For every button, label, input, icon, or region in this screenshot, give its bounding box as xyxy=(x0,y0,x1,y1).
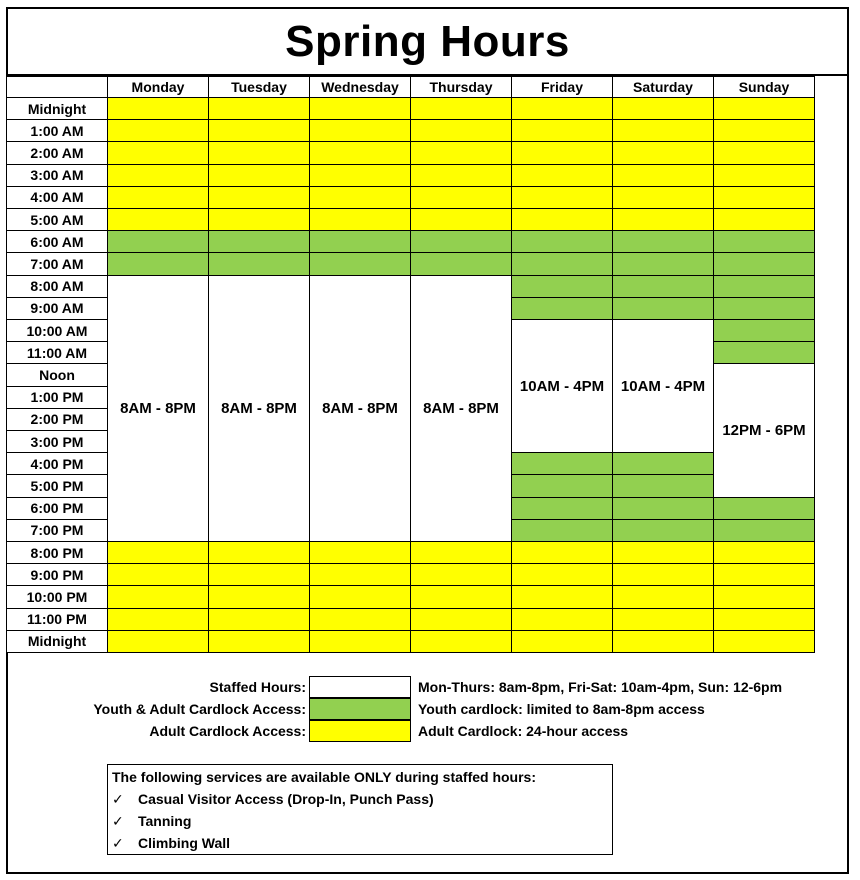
youth-cardlock-cell xyxy=(511,252,613,275)
youth-cardlock-cell xyxy=(309,252,411,275)
youth-cardlock-cell xyxy=(612,230,714,253)
time-label: 10:00 AM xyxy=(6,319,108,342)
adult-cardlock-cell xyxy=(410,119,512,142)
time-label: 6:00 PM xyxy=(6,497,108,520)
adult-cardlock-cell xyxy=(612,585,714,608)
day-header-wed: Wednesday xyxy=(309,76,411,98)
time-label: Midnight xyxy=(6,97,108,120)
time-label: 11:00 PM xyxy=(6,608,108,631)
youth-cardlock-cell xyxy=(713,297,815,320)
adult-cardlock-cell xyxy=(713,585,815,608)
adult-cardlock-cell xyxy=(612,141,714,164)
adult-cardlock-cell xyxy=(208,119,310,142)
youth-cardlock-cell xyxy=(511,497,613,520)
adult-cardlock-cell xyxy=(713,186,815,209)
day-header-tue: Tuesday xyxy=(208,76,310,98)
adult-cardlock-cell xyxy=(208,141,310,164)
adult-cardlock-cell xyxy=(612,186,714,209)
adult-cardlock-cell xyxy=(107,164,209,187)
day-header-sun: Sunday xyxy=(713,76,815,98)
adult-cardlock-cell xyxy=(410,208,512,231)
youth-cardlock-cell xyxy=(208,252,310,275)
adult-cardlock-cell xyxy=(107,186,209,209)
adult-cardlock-cell xyxy=(410,630,512,653)
adult-cardlock-cell xyxy=(309,541,411,564)
staffed-block-mon: 8AM - 8PM xyxy=(107,275,209,542)
youth-cardlock-cell xyxy=(511,230,613,253)
services-heading: The following services are available ONLY during staffed hours: xyxy=(112,769,537,785)
legend-youth-desc: Youth cardlock: limited to 8am-8pm access xyxy=(418,701,705,717)
day-header-fri: Friday xyxy=(511,76,613,98)
adult-cardlock-cell xyxy=(309,630,411,653)
youth-cardlock-cell xyxy=(511,452,613,475)
adult-cardlock-cell xyxy=(208,563,310,586)
youth-cardlock-cell xyxy=(612,497,714,520)
time-label: 2:00 PM xyxy=(6,408,108,431)
time-label: 8:00 AM xyxy=(6,275,108,298)
services-box xyxy=(107,764,613,855)
adult-cardlock-cell xyxy=(511,608,613,631)
time-label: 8:00 PM xyxy=(6,541,108,564)
legend-staffed-swatch xyxy=(309,676,411,698)
adult-cardlock-cell xyxy=(612,541,714,564)
youth-cardlock-cell xyxy=(713,252,815,275)
adult-cardlock-cell xyxy=(410,141,512,164)
youth-cardlock-cell xyxy=(612,275,714,298)
time-label: 5:00 AM xyxy=(6,208,108,231)
time-label: 10:00 PM xyxy=(6,585,108,608)
header-corner xyxy=(6,76,108,98)
time-label: 4:00 AM xyxy=(6,186,108,209)
legend-adult-desc: Adult Cardlock: 24-hour access xyxy=(418,723,629,739)
youth-cardlock-cell xyxy=(410,252,512,275)
youth-cardlock-cell xyxy=(511,297,613,320)
staffed-block-fri: 10AM - 4PM xyxy=(511,319,613,453)
youth-cardlock-cell xyxy=(612,519,714,542)
adult-cardlock-cell xyxy=(208,608,310,631)
adult-cardlock-cell xyxy=(612,97,714,120)
youth-cardlock-cell xyxy=(612,297,714,320)
legend-staffed-desc: Mon-Thurs: 8am-8pm, Fri-Sat: 10am-4pm, Sun: 12-6pm xyxy=(418,679,783,695)
time-label: 5:00 PM xyxy=(6,474,108,497)
adult-cardlock-cell xyxy=(107,585,209,608)
youth-cardlock-cell xyxy=(713,341,815,364)
youth-cardlock-cell xyxy=(208,230,310,253)
checkmark-icon: ✓ xyxy=(112,835,124,851)
service-item-label: Climbing Wall xyxy=(138,835,231,851)
day-header-sat: Saturday xyxy=(612,76,714,98)
legend-adult-swatch xyxy=(309,720,411,742)
youth-cardlock-cell xyxy=(309,230,411,253)
service-item-label: Tanning xyxy=(138,813,192,829)
adult-cardlock-cell xyxy=(713,97,815,120)
staffed-block-thu: 8AM - 8PM xyxy=(410,275,512,542)
adult-cardlock-cell xyxy=(309,585,411,608)
staffed-block-sat: 10AM - 4PM xyxy=(612,319,714,453)
adult-cardlock-cell xyxy=(511,541,613,564)
youth-cardlock-cell xyxy=(713,519,815,542)
adult-cardlock-cell xyxy=(511,186,613,209)
adult-cardlock-cell xyxy=(511,97,613,120)
adult-cardlock-cell xyxy=(511,164,613,187)
time-label: 7:00 PM xyxy=(6,519,108,542)
adult-cardlock-cell xyxy=(107,630,209,653)
adult-cardlock-cell xyxy=(208,186,310,209)
youth-cardlock-cell xyxy=(713,497,815,520)
adult-cardlock-cell xyxy=(511,563,613,586)
adult-cardlock-cell xyxy=(208,164,310,187)
youth-cardlock-cell xyxy=(612,252,714,275)
adult-cardlock-cell xyxy=(309,141,411,164)
day-header-mon: Monday xyxy=(107,76,209,98)
legend-staffed-label: Staffed Hours: xyxy=(209,679,306,695)
time-label: 9:00 PM xyxy=(6,563,108,586)
adult-cardlock-cell xyxy=(410,563,512,586)
adult-cardlock-cell xyxy=(713,208,815,231)
adult-cardlock-cell xyxy=(107,141,209,164)
adult-cardlock-cell xyxy=(713,164,815,187)
adult-cardlock-cell xyxy=(107,208,209,231)
adult-cardlock-cell xyxy=(410,186,512,209)
youth-cardlock-cell xyxy=(511,474,613,497)
time-label: 1:00 AM xyxy=(6,119,108,142)
time-label: 2:00 AM xyxy=(6,141,108,164)
adult-cardlock-cell xyxy=(612,208,714,231)
adult-cardlock-cell xyxy=(309,97,411,120)
time-label: 6:00 AM xyxy=(6,230,108,253)
youth-cardlock-cell xyxy=(612,474,714,497)
youth-cardlock-cell xyxy=(107,252,209,275)
service-item xyxy=(112,832,608,854)
adult-cardlock-cell xyxy=(612,164,714,187)
adult-cardlock-cell xyxy=(107,563,209,586)
legend-youth-label: Youth & Adult Cardlock Access: xyxy=(93,701,306,717)
youth-cardlock-cell xyxy=(511,275,613,298)
time-label: Midnight xyxy=(6,630,108,653)
adult-cardlock-cell xyxy=(208,541,310,564)
time-label: 3:00 AM xyxy=(6,164,108,187)
legend-youth-swatch xyxy=(309,698,411,720)
title-band xyxy=(6,7,849,76)
day-header-thu: Thursday xyxy=(410,76,512,98)
youth-cardlock-cell xyxy=(107,230,209,253)
adult-cardlock-cell xyxy=(511,119,613,142)
adult-cardlock-cell xyxy=(410,608,512,631)
adult-cardlock-cell xyxy=(107,119,209,142)
adult-cardlock-cell xyxy=(107,97,209,120)
service-item xyxy=(112,810,608,832)
youth-cardlock-cell xyxy=(713,319,815,342)
adult-cardlock-cell xyxy=(713,119,815,142)
adult-cardlock-cell xyxy=(511,585,613,608)
adult-cardlock-cell xyxy=(612,119,714,142)
youth-cardlock-cell xyxy=(713,230,815,253)
time-label: 11:00 AM xyxy=(6,341,108,364)
adult-cardlock-cell xyxy=(410,164,512,187)
adult-cardlock-cell xyxy=(208,585,310,608)
youth-cardlock-cell xyxy=(612,452,714,475)
adult-cardlock-cell xyxy=(410,585,512,608)
time-label: 1:00 PM xyxy=(6,386,108,409)
checkmark-icon: ✓ xyxy=(112,791,124,807)
adult-cardlock-cell xyxy=(309,164,411,187)
page-title: Spring Hours xyxy=(285,16,570,66)
adult-cardlock-cell xyxy=(309,119,411,142)
adult-cardlock-cell xyxy=(511,141,613,164)
adult-cardlock-cell xyxy=(612,608,714,631)
service-item-label: Casual Visitor Access (Drop-In, Punch Pass) xyxy=(138,791,434,807)
adult-cardlock-cell xyxy=(612,630,714,653)
adult-cardlock-cell xyxy=(511,208,613,231)
time-label: Noon xyxy=(6,363,108,386)
adult-cardlock-cell xyxy=(410,541,512,564)
time-label: 7:00 AM xyxy=(6,252,108,275)
legend-adult-label: Adult Cardlock Access: xyxy=(149,723,306,739)
adult-cardlock-cell xyxy=(612,563,714,586)
youth-cardlock-cell xyxy=(713,275,815,298)
staffed-block-sun: 12PM - 6PM xyxy=(713,363,815,497)
adult-cardlock-cell xyxy=(208,97,310,120)
adult-cardlock-cell xyxy=(309,563,411,586)
adult-cardlock-cell xyxy=(107,541,209,564)
adult-cardlock-cell xyxy=(713,141,815,164)
staffed-block-tue: 8AM - 8PM xyxy=(208,275,310,542)
adult-cardlock-cell xyxy=(511,630,613,653)
adult-cardlock-cell xyxy=(309,208,411,231)
adult-cardlock-cell xyxy=(107,608,209,631)
adult-cardlock-cell xyxy=(713,563,815,586)
service-item xyxy=(112,788,608,810)
youth-cardlock-cell xyxy=(410,230,512,253)
youth-cardlock-cell xyxy=(511,519,613,542)
adult-cardlock-cell xyxy=(713,630,815,653)
checkmark-icon: ✓ xyxy=(112,813,124,829)
adult-cardlock-cell xyxy=(309,608,411,631)
adult-cardlock-cell xyxy=(208,208,310,231)
staffed-block-wed: 8AM - 8PM xyxy=(309,275,411,542)
time-label: 3:00 PM xyxy=(6,430,108,453)
adult-cardlock-cell xyxy=(410,97,512,120)
adult-cardlock-cell xyxy=(713,541,815,564)
adult-cardlock-cell xyxy=(208,630,310,653)
time-label: 4:00 PM xyxy=(6,452,108,475)
time-label: 9:00 AM xyxy=(6,297,108,320)
adult-cardlock-cell xyxy=(309,186,411,209)
adult-cardlock-cell xyxy=(713,608,815,631)
